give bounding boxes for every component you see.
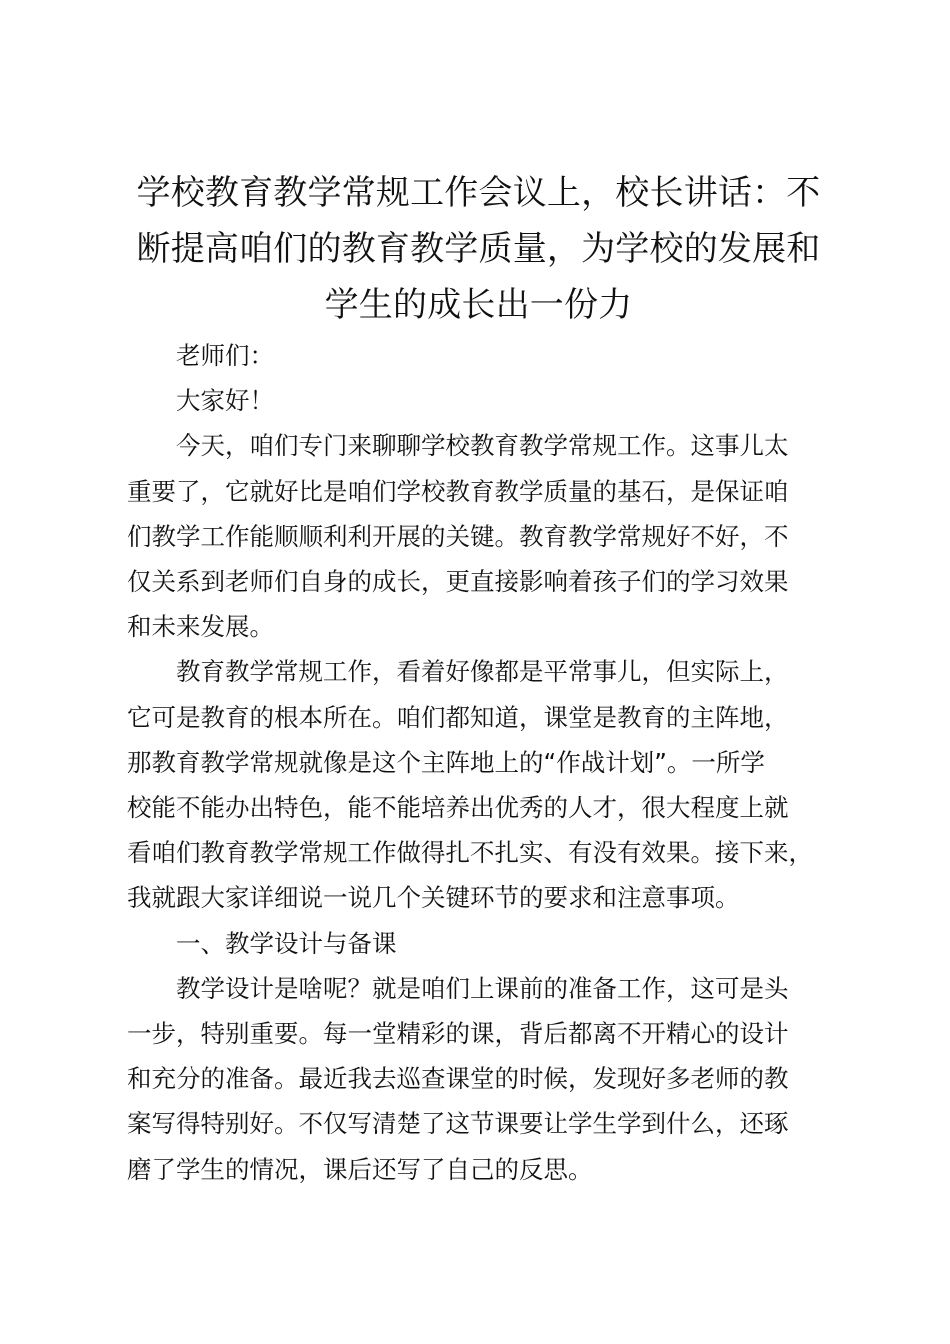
text-line: 磨了学生的情况，课后还写了自己的反思。 [127, 1154, 593, 1184]
text-line: 案写得特别好。不仅写清楚了这节课要让学生学到什么，还琢 [127, 1109, 789, 1139]
salutation-paragraph [127, 333, 830, 378]
text-line: 教学设计是啥呢？就是咱们上课前的准备工作，这可是头 [176, 973, 789, 1003]
document-title [127, 165, 830, 333]
greeting-paragraph [127, 378, 830, 423]
section-heading-text: 一、教学设计与备课 [176, 928, 397, 958]
document-content [127, 165, 830, 1192]
lesson-design-paragraph [127, 966, 830, 1192]
text-line: 校能不能办出特色，能不能培养出优秀的人才，很大程度上就 [127, 793, 789, 823]
title-line: 断提高咱们的教育教学质量，为学校的发展和 [136, 229, 821, 269]
text-line: 教育教学常规工作，看着好像都是平常事儿，但实际上， [176, 657, 789, 687]
text-line: 今天，咱们专门来聊聊学校教育教学常规工作。这事儿太 [176, 431, 789, 461]
routine-work-paragraph [127, 649, 830, 920]
title-line: 学校教育教学常规工作会议上，校长讲话：不 [136, 173, 821, 213]
text-line: 它可是教育的根本所在。咱们都知道，课堂是教育的主阵地， [127, 702, 789, 732]
text-line: 重要了，它就好比是咱们学校教育教学质量的基石，是保证咱 [127, 476, 789, 506]
text-line: 和未来发展。 [127, 612, 274, 642]
title-line: 学生的成长出一份力 [324, 285, 633, 325]
text-line: 们教学工作能顺顺利利开展的关键。教育教学常规好不好，不 [127, 521, 789, 551]
text-line: 大家好！ [176, 386, 274, 416]
text-line: 一步，特别重要。每一堂精彩的课，背后都离不开精心的设计 [127, 1019, 789, 1049]
text-line: 看咱们教育教学常规工作做得扎不扎实、有没有效果。接下来， [127, 838, 813, 868]
section-heading [127, 921, 830, 966]
text-line: 仅关系到老师们自身的成长，更直接影响着孩子们的学习效果 [127, 567, 789, 597]
text-line: 我就跟大家详细说一说几个关键环节的要求和注意事项。 [127, 883, 740, 913]
document-body [127, 333, 830, 1192]
intro-paragraph [127, 423, 830, 649]
text-line: 那教育教学常规就像是这个主阵地上的“作战计划”。一所学 [127, 747, 765, 777]
text-line: 老师们： [176, 341, 274, 370]
text-line: 和充分的准备。最近我去巡查课堂的时候，发现好多老师的教 [127, 1064, 789, 1094]
